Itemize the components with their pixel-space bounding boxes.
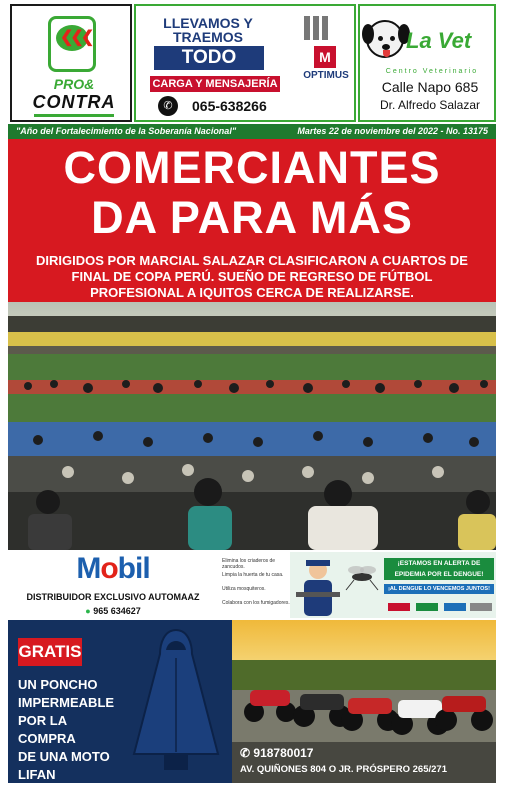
national-motto: "Año del Fortalecimiento de la Soberanía Nacional" [16,126,237,136]
logo-contra-text: CONTRA [32,92,116,112]
motorcycles-ad[interactable] [232,620,496,783]
lifan-line-2: IMPERMEABLE [18,695,115,710]
tagline-line1: LLEVAMOS Y [163,15,253,31]
dengue-campaign-ad[interactable] [218,552,496,618]
transport-ad-service: CARGA Y MENSAJERÍA [150,76,280,92]
transport-ad[interactable] [134,4,356,122]
vet-subtitle: Centro Veterinario [385,68,479,75]
optimus-bars-icon [304,16,344,42]
stadium-crowd-photo[interactable] [8,302,496,550]
speech-bubble-arrows-icon: ❮❮❮ [48,16,96,72]
lifan-line-3: POR LA COMPRA [18,713,76,746]
optimus-brand: OPTIMUS [303,70,349,81]
mobil-logo-prefix: M [76,552,101,585]
lifan-offer-text [18,676,128,784]
rain-poncho-icon [124,624,228,774]
mobil-distributor: DISTRIBUIDOR EXCLUSIVO AUTOMAAZ [26,592,200,602]
vet-doctor: Dr. Alfredo Salazar [379,98,481,112]
pro-contra-logo[interactable] [10,4,132,122]
mobil-phone [8,606,218,616]
fumigator-person-icon [296,558,340,616]
whatsapp-icon: ● [85,606,91,616]
mobil-logo-suffix: bil [117,552,150,585]
bikes-address: AV. QUIÑONES 804 O JR. PRÓSPERO 265/271 [240,764,447,775]
transport-ad-phone: 065-638266 [192,98,267,114]
logo-underline [34,114,114,117]
dengue-tip-1: Elimina los criaderos de zancudos. [222,558,276,570]
phone-icon: ✆ [158,96,178,116]
headline-block[interactable] [8,139,496,302]
headline-line2: DA PARA MÁS [91,192,413,243]
optimus-logo-icon: M [314,46,336,68]
lifan-line-1: UN PONCHO [18,677,98,692]
vet-address: Calle Napo 685 [381,79,479,95]
bikes-phone [240,746,390,760]
dengue-tips [218,552,290,618]
mosquito-icon [342,562,382,592]
headline-subhead: DIRIGIDOS POR MARCIAL SALAZAR CLASIFICARON A CUARTOS DE FINAL DE COPA PERÚ. SUEÑO DE REGRESO DE FÚTBOL PROFESIONAL A IQUITOS CERCA DE REALIZARSE. [36,253,468,300]
bikes-phone-number: 918780017 [253,746,314,760]
page-margin [496,0,506,787]
mobil-ad[interactable] [8,552,218,618]
vet-ad[interactable] [358,4,496,122]
dengue-alert-banner: ¡ESTAMOS EN ALERTA DE EPIDEMIA POR EL DENGUE! [384,558,494,580]
dengue-slogan: ¡AL DENGUE LO VENCEMOS JUNTOS! [384,584,494,594]
gratis-badge: GRATIS [18,638,82,666]
transport-ad-tagline [148,16,268,44]
headline-line1: COMERCIANTES [63,142,441,193]
dengue-tip-2: Limpia la huerta de tu casa. [222,572,284,578]
tagline-line2: TRAEMOS [173,29,243,45]
dengue-tip-3: Utiliza mosquiteros. [222,586,266,592]
mobil-phone-number: 965 634627 [93,606,141,616]
stadium-photo-illustration [8,302,496,550]
mobil-logo [8,552,218,586]
lifan-line-4: DE UNA MOTO LIFAN [18,749,110,782]
lifan-poncho-ad[interactable] [8,620,232,783]
logo-pro-text: PRO& [53,76,95,92]
transport-ad-highlight: TODO [154,46,264,70]
date-bar [8,124,496,139]
vet-name: La Vet [406,28,472,53]
government-logos [388,602,492,612]
dog-mascot-icon [366,20,404,58]
dengue-tip-4: Colabora con los fumigadores. [222,600,290,606]
whatsapp-icon: ✆ [240,746,251,760]
mobil-logo-o: o [100,552,118,585]
issue-date: Martes 22 de noviembre del 2022 - No. 13175 [297,126,488,136]
